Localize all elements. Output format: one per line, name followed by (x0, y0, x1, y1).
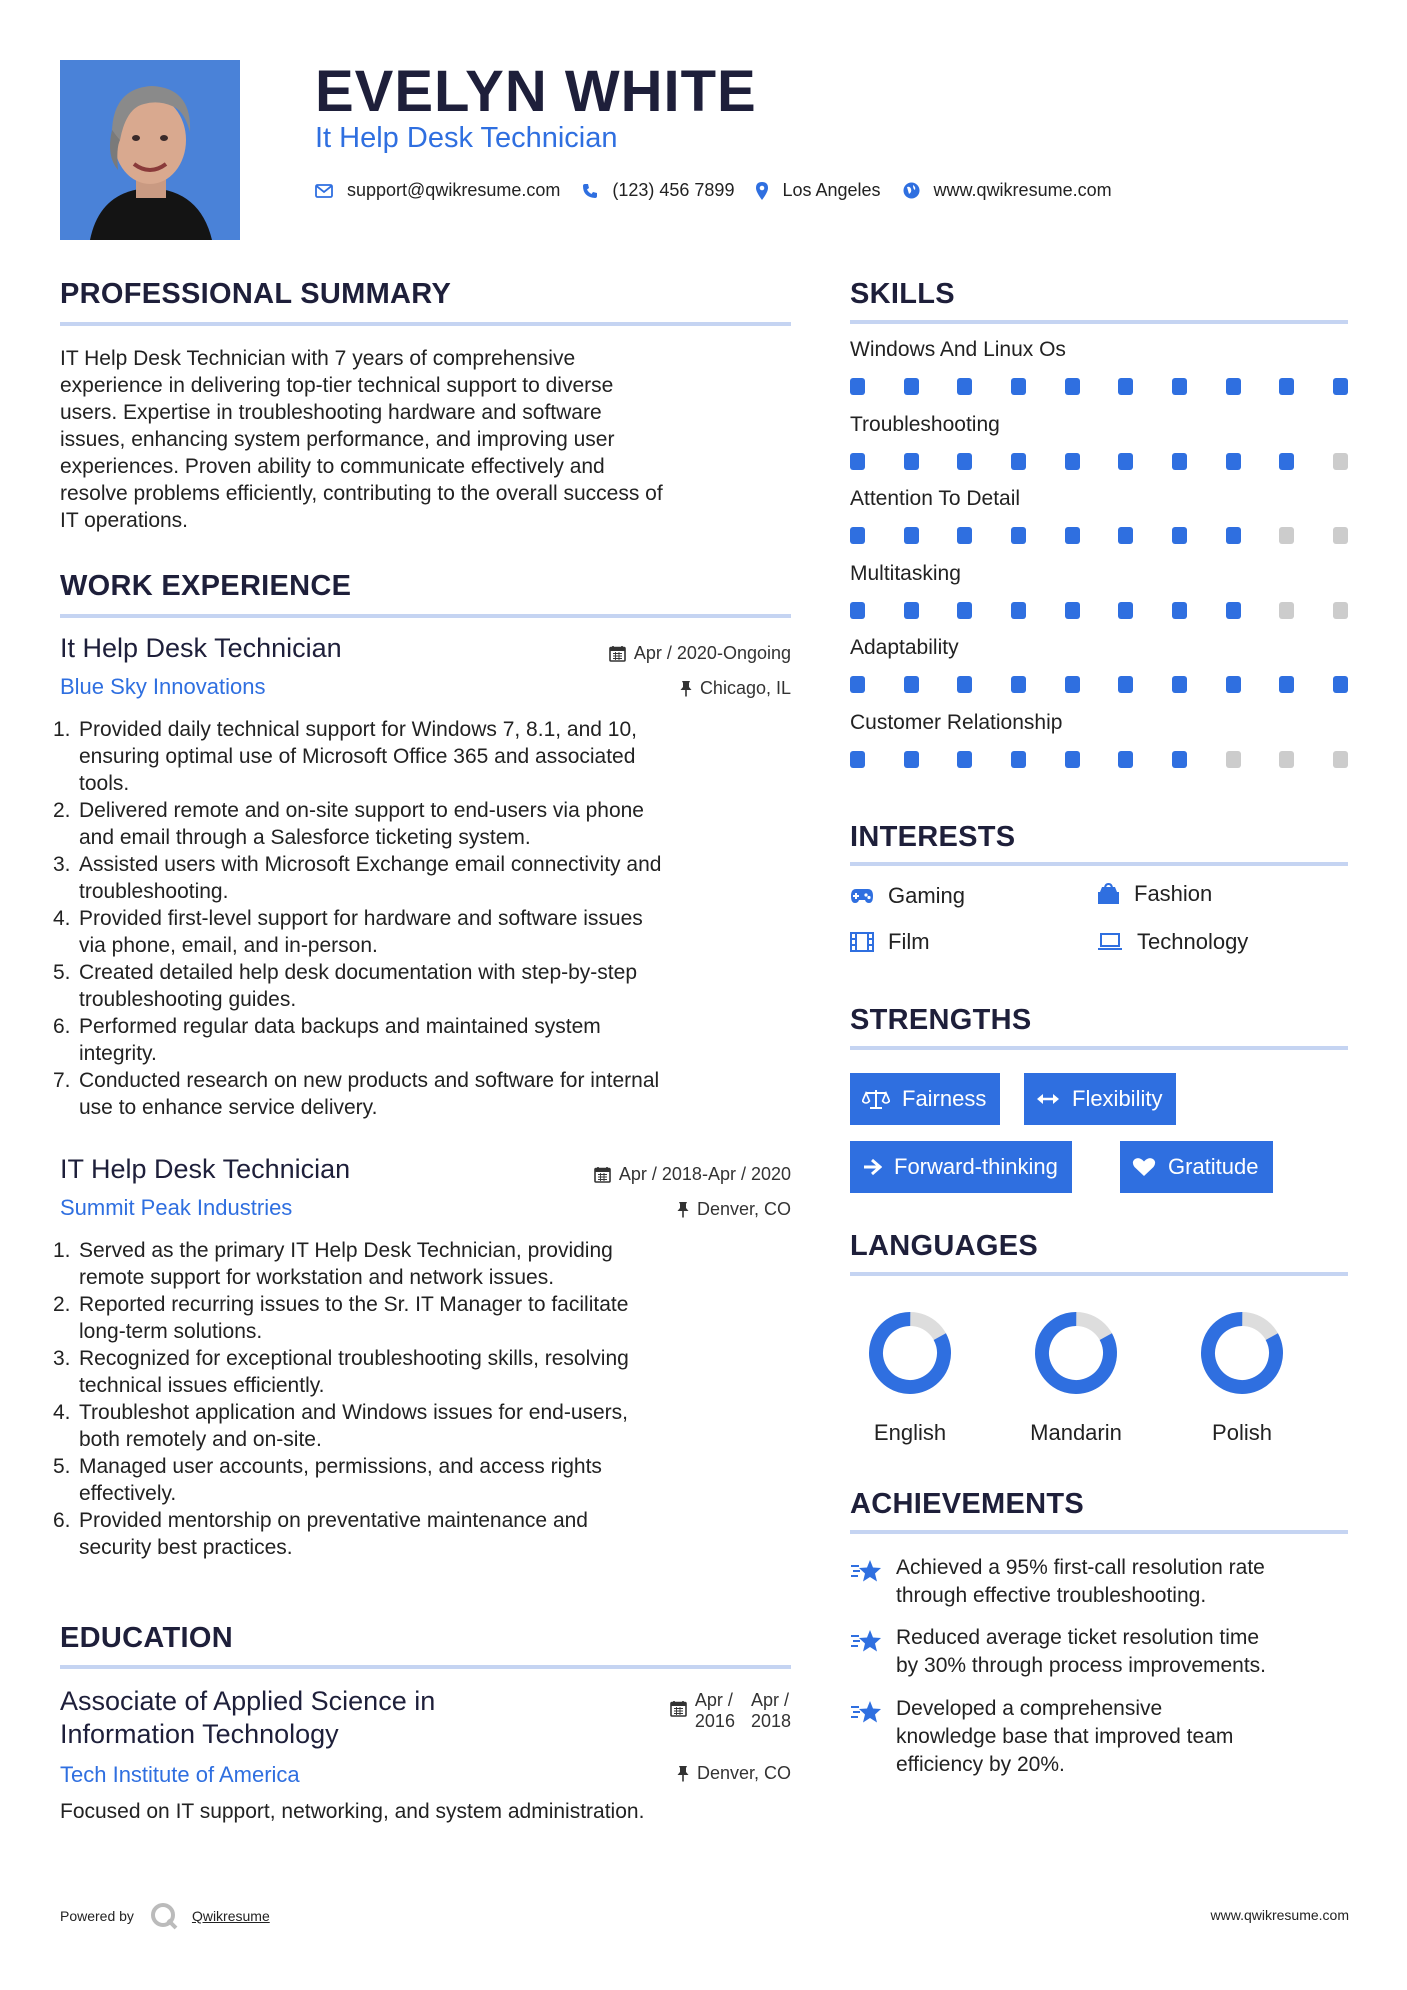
bullet-line: ensuring optimal use of Microsoft Office 365 and associated (79, 745, 636, 768)
section-rule (850, 1272, 1348, 1276)
degree-line: Associate of Applied Science in (60, 1686, 436, 1716)
education-description: Focused on IT support, networking, and system administration. (60, 1800, 645, 1823)
job-bullets (53, 1237, 805, 1561)
skill-name: Windows And Linux Os (850, 338, 1066, 361)
skill-dot (904, 527, 919, 544)
bullet-number: 1. (53, 1239, 71, 1262)
company-name: Summit Peak Industries (60, 1195, 293, 1220)
skill-dot (1065, 676, 1080, 693)
strength-tag (850, 1141, 1072, 1193)
language-item (840, 1308, 980, 1446)
job-bullet-item (53, 1013, 805, 1067)
job-location-text: Denver, CO (696, 1199, 791, 1219)
skill-dot (904, 378, 919, 395)
interest-label: Fashion (1134, 881, 1213, 906)
map-pin-icon (756, 182, 768, 200)
education-end-year: 2018 (750, 1711, 791, 1731)
language-ring (1031, 1308, 1121, 1398)
summary-line: users. Expertise in troubleshooting hardware and software (60, 401, 602, 424)
arrows-horizontal-icon (1036, 1092, 1060, 1106)
bullet-line: Recognized for exceptional troubleshooting skills, resolving (79, 1347, 629, 1370)
profile-photo (60, 60, 240, 240)
job-location-text: Chicago, IL (699, 678, 791, 698)
interest-label: Film (888, 929, 930, 954)
bullet-line: Conducted research on new products and software for internal (79, 1069, 660, 1092)
achievement-line: Developed a comprehensive (896, 1697, 1163, 1720)
summary-line: IT Help Desk Technician with 7 years of comprehensive (60, 347, 576, 370)
skill-dot (1118, 602, 1133, 619)
bullet-line: Provided first-level support for hardware and software issues (79, 907, 643, 930)
skill-dot (850, 453, 865, 470)
bullet-line: use to enhance service delivery. (79, 1096, 378, 1119)
skill-dot (904, 453, 919, 470)
skill-dot (1333, 751, 1348, 768)
skill-dot (1118, 527, 1133, 544)
achievement-item (850, 1624, 1350, 1680)
film-icon (850, 932, 874, 952)
skill-dot (1011, 527, 1026, 544)
bullet-number: 6. (53, 1509, 71, 1532)
qwikresume-logo-icon (150, 1902, 178, 1930)
section-title-strengths: STRENGTHS (850, 1004, 1032, 1036)
strength-label: Flexibility (1072, 1086, 1163, 1111)
bullet-line: both remotely and on-site. (79, 1428, 322, 1451)
skill-dot (1333, 527, 1348, 544)
phone-icon (582, 183, 598, 199)
bullet-line: Delivered remote and on-site support to end-users via phone (79, 799, 644, 822)
qwikresume-link[interactable]: Qwikresume (191, 1908, 270, 1924)
education-end (751, 1690, 791, 1732)
section-rule (60, 1665, 791, 1669)
skill-dot (1065, 602, 1080, 619)
bullet-number: 3. (53, 1347, 71, 1370)
skill-dot (1065, 453, 1080, 470)
job-location (500, 1199, 791, 1220)
section-title-languages: LANGUAGES (850, 1230, 1038, 1262)
skill-dot (1011, 676, 1026, 693)
bullet-number: 5. (53, 1455, 71, 1478)
job-bullets (53, 716, 805, 1121)
strength-tag (1120, 1141, 1273, 1193)
bullet-line: Served as the primary IT Help Desk Technician, providing (79, 1239, 613, 1262)
job-dates-text: Apr / 2020-Ongoing (633, 643, 791, 663)
language-name: English (873, 1420, 947, 1445)
section-rule (850, 1530, 1348, 1534)
section-rule (850, 1046, 1348, 1050)
bullet-line: and email through a Salesforce ticketing system. (79, 826, 531, 849)
skill-dot (850, 751, 865, 768)
star-badge-icon (850, 1695, 896, 1779)
strength-label: Fairness (902, 1086, 987, 1111)
section-rule (850, 320, 1348, 324)
achievement-item (850, 1695, 1350, 1779)
job-bullet-item (53, 1453, 805, 1507)
skill-dot (1118, 378, 1133, 395)
arrow-right-icon (862, 1158, 882, 1176)
skill-dot (1011, 378, 1026, 395)
achievement-text (896, 1695, 1233, 1779)
bullet-number: 2. (53, 799, 71, 822)
contact-email[interactable] (315, 180, 560, 201)
skill-dot (1065, 527, 1080, 544)
skill-dot (1011, 602, 1026, 619)
skill-dot (1011, 453, 1026, 470)
education-end-month: Apr / (750, 1690, 789, 1710)
bullet-number: 4. (53, 907, 71, 930)
skill-dot (1226, 378, 1241, 395)
achievement-line: by 30% through process improvements. (896, 1654, 1267, 1677)
calendar-icon (670, 1700, 687, 1717)
bullet-number: 5. (53, 961, 71, 984)
skill-dot (850, 602, 865, 619)
language-item (1006, 1308, 1146, 1446)
summary-line: IT operations. (60, 509, 189, 532)
bullet-number: 1. (53, 718, 71, 741)
bullet-line: troubleshooting. (79, 880, 229, 903)
footer-website[interactable]: www.qwikresume.com (1210, 1907, 1349, 1923)
bullet-line: tools. (79, 772, 130, 795)
skill-dot (957, 378, 972, 395)
summary-line: experience in delivering top-tier technical support to diverse (60, 374, 614, 397)
heart-icon (1132, 1157, 1156, 1177)
shopping-bag-icon (1097, 883, 1120, 905)
bullet-line: long-term solutions. (79, 1320, 263, 1343)
skill-dot (1279, 453, 1294, 470)
skill-name: Customer Relationship (850, 710, 1063, 734)
interest-label: Gaming (888, 883, 966, 908)
education-start (695, 1690, 735, 1732)
globe-icon (903, 182, 920, 199)
job-bullet-item (53, 1507, 805, 1561)
company-name: Blue Sky Innovations (60, 674, 266, 699)
job-bullet-item (53, 1237, 805, 1291)
bullet-number: 7. (53, 1069, 71, 1092)
calendar-icon (609, 645, 626, 662)
job-bullet-item (53, 797, 805, 851)
bullet-number: 4. (53, 1401, 71, 1424)
job-dates (500, 643, 791, 664)
skill-dot (957, 527, 972, 544)
envelope-icon (315, 184, 333, 198)
skill-dot (1226, 453, 1241, 470)
skill-dot (1333, 676, 1348, 693)
skill-dot (1279, 527, 1294, 544)
skill-rating (850, 453, 1348, 470)
summary-line: issues, enhancing system performance, and improving user (60, 428, 615, 451)
skill-dot (1226, 676, 1241, 693)
pushpin-icon (677, 1765, 689, 1782)
calendar-icon (594, 1166, 611, 1183)
phone-text: (123) 456 7899 (612, 180, 735, 200)
bullet-line: integrity. (79, 1042, 157, 1065)
achievement-line: Achieved a 95% first-call resolution rate (896, 1556, 1265, 1579)
skill-dot (850, 378, 865, 395)
bullet-number: 6. (53, 1015, 71, 1038)
section-title-education: EDUCATION (60, 1622, 233, 1654)
star-badge-icon (850, 1624, 896, 1680)
bullet-line: Provided mentorship on preventative maintenance and (79, 1509, 588, 1532)
pushpin-icon (680, 680, 692, 697)
skill-dot (1333, 453, 1348, 470)
skill-dot (957, 676, 972, 693)
achievement-line: efficiency by 20%. (896, 1753, 1065, 1776)
job-bullet-item (53, 851, 805, 905)
education-start-year: 2016 (694, 1711, 735, 1731)
skill-dot (1279, 751, 1294, 768)
skill-name: Multitasking (850, 561, 961, 585)
achievement-line: knowledge base that improved team (896, 1725, 1234, 1748)
skill-dot (1226, 602, 1241, 619)
skill-rating (850, 602, 1348, 619)
skill-dot (1226, 751, 1241, 768)
degree-line: Information Technology (60, 1719, 339, 1749)
education-dates (560, 1690, 791, 1732)
education-location (560, 1763, 791, 1784)
skill-dot (1118, 751, 1133, 768)
skill-rating (850, 378, 1348, 395)
skill-dot (1279, 602, 1294, 619)
bullet-line: security best practices. (79, 1536, 293, 1559)
language-ring-fill (1197, 1308, 1287, 1398)
language-ring-fill (865, 1308, 955, 1398)
job-bullet-item (53, 1067, 805, 1121)
interest-item (1097, 881, 1212, 907)
bullet-line: Provided daily technical support for Windows 7, 8.1, and 10, (79, 718, 637, 741)
laptop-icon (1097, 933, 1123, 951)
job-bullet-item (53, 1345, 805, 1399)
candidate-name: EVELYN WHITE (315, 59, 757, 124)
bullet-number: 3. (53, 853, 71, 876)
skill-dot (850, 527, 865, 544)
skill-dot (1172, 751, 1187, 768)
job-title: It Help Desk Technician (60, 633, 342, 663)
skill-dot (1118, 453, 1133, 470)
job-bullet-item (53, 1291, 805, 1345)
language-ring (1197, 1308, 1287, 1398)
gamepad-icon (850, 888, 874, 904)
bullet-line: Assisted users with Microsoft Exchange email connectivity and (79, 853, 662, 876)
skill-dot (957, 602, 972, 619)
bullet-line: Managed user accounts, permissions, and access rights (79, 1455, 602, 1478)
section-title-achievements: ACHIEVEMENTS (850, 1488, 1085, 1520)
contact-location (756, 180, 880, 201)
bullet-line: troubleshooting guides. (79, 988, 297, 1011)
skill-rating (850, 676, 1348, 693)
candidate-role: It Help Desk Technician (315, 122, 618, 154)
skill-dot (957, 751, 972, 768)
section-rule (60, 322, 791, 326)
degree-title (60, 1685, 435, 1751)
summary-text (60, 345, 800, 534)
achievement-text (896, 1554, 1265, 1610)
skill-dot (850, 676, 865, 693)
strength-label: Gratitude (1168, 1154, 1259, 1179)
contact-phone[interactable] (582, 180, 734, 201)
bullet-number: 2. (53, 1293, 71, 1316)
bullet-line: Performed regular data backups and maintained system (79, 1015, 601, 1038)
skill-dot (1333, 378, 1348, 395)
skill-dot (1172, 378, 1187, 395)
skill-dot (1118, 676, 1133, 693)
section-rule (60, 614, 791, 618)
bullet-line: Troubleshot application and Windows issues for end-users, (79, 1401, 629, 1424)
achievement-item (850, 1554, 1350, 1610)
section-title-skills: SKILLS (850, 278, 955, 310)
language-name: Polish (1212, 1420, 1272, 1445)
skill-dot (904, 751, 919, 768)
skill-dot (957, 453, 972, 470)
interest-item (850, 929, 930, 955)
language-ring (865, 1308, 955, 1398)
balance-scale-icon (862, 1088, 890, 1110)
skill-dot (1279, 676, 1294, 693)
skill-dot (904, 602, 919, 619)
language-ring-fill (1031, 1308, 1121, 1398)
skill-dot (1065, 378, 1080, 395)
section-title-interests: INTERESTS (850, 821, 1016, 853)
language-name: Mandarin (1030, 1420, 1122, 1445)
bullet-line: technical issues efficiently. (79, 1374, 325, 1397)
section-title-summary: PROFESSIONAL SUMMARY (60, 278, 452, 310)
section-title-work: WORK EXPERIENCE (60, 570, 352, 602)
section-rule (850, 862, 1348, 866)
powered-by-text: Powered by (60, 1908, 134, 1924)
skill-rating (850, 527, 1348, 544)
skill-dot (1011, 751, 1026, 768)
education-location-text: Denver, CO (696, 1763, 791, 1783)
skill-name: Attention To Detail (850, 487, 1021, 510)
bullet-line: Reported recurring issues to the Sr. IT Manager to facilitate (79, 1293, 629, 1316)
skill-dot (1172, 527, 1187, 544)
achievement-text (896, 1624, 1266, 1680)
skill-dot (1065, 751, 1080, 768)
contact-website[interactable] (903, 180, 1112, 201)
interest-item (850, 883, 965, 909)
location-text: Los Angeles (782, 180, 881, 200)
interest-label: Technology (1137, 929, 1249, 954)
achievement-line: Reduced average ticket resolution time (896, 1626, 1260, 1649)
website-text: www.qwikresume.com (933, 180, 1112, 200)
footer-powered-by (60, 1902, 270, 1930)
job-location (500, 678, 791, 699)
bullet-line: via phone, email, and in-person. (79, 934, 378, 957)
job-bullet-item (53, 716, 805, 797)
strength-tag (1024, 1073, 1176, 1125)
achievement-line: through effective troubleshooting. (896, 1584, 1207, 1607)
job-dates (500, 1164, 791, 1185)
strength-tag (850, 1073, 1000, 1125)
bullet-line: Created detailed help desk documentation with step-by-step (79, 961, 637, 984)
skill-dot (1279, 378, 1294, 395)
summary-line: experiences. Proven ability to communicate effectively and (60, 455, 605, 478)
bullet-line: effectively. (79, 1482, 177, 1505)
pushpin-icon (677, 1201, 689, 1218)
school-name: Tech Institute of America (60, 1762, 300, 1787)
job-bullet-item (53, 1399, 805, 1453)
skill-dot (1172, 453, 1187, 470)
interest-item (1097, 929, 1248, 955)
skill-dot (1172, 676, 1187, 693)
contact-bar (315, 180, 1134, 201)
strength-label: Forward-thinking (894, 1154, 1058, 1179)
skill-name: Troubleshooting (850, 412, 1000, 436)
skill-dot (1226, 527, 1241, 544)
job-bullet-item (53, 905, 805, 959)
bullet-line: remote support for workstation and network issues. (79, 1266, 555, 1289)
skill-rating (850, 751, 1348, 768)
email-text: support@qwikresume.com (347, 180, 561, 200)
language-item (1172, 1308, 1312, 1446)
skill-name: Adaptability (850, 636, 959, 659)
skill-dot (1333, 602, 1348, 619)
summary-line: resolve problems efficiently, contributing to the overall success of (60, 482, 663, 505)
job-title: IT Help Desk Technician (60, 1154, 351, 1184)
star-badge-icon (850, 1554, 896, 1610)
job-bullet-item (53, 959, 805, 1013)
job-dates-text: Apr / 2018-Apr / 2020 (618, 1164, 791, 1184)
skill-dot (904, 676, 919, 693)
skill-dot (1172, 602, 1187, 619)
education-start-month: Apr / (694, 1690, 733, 1710)
